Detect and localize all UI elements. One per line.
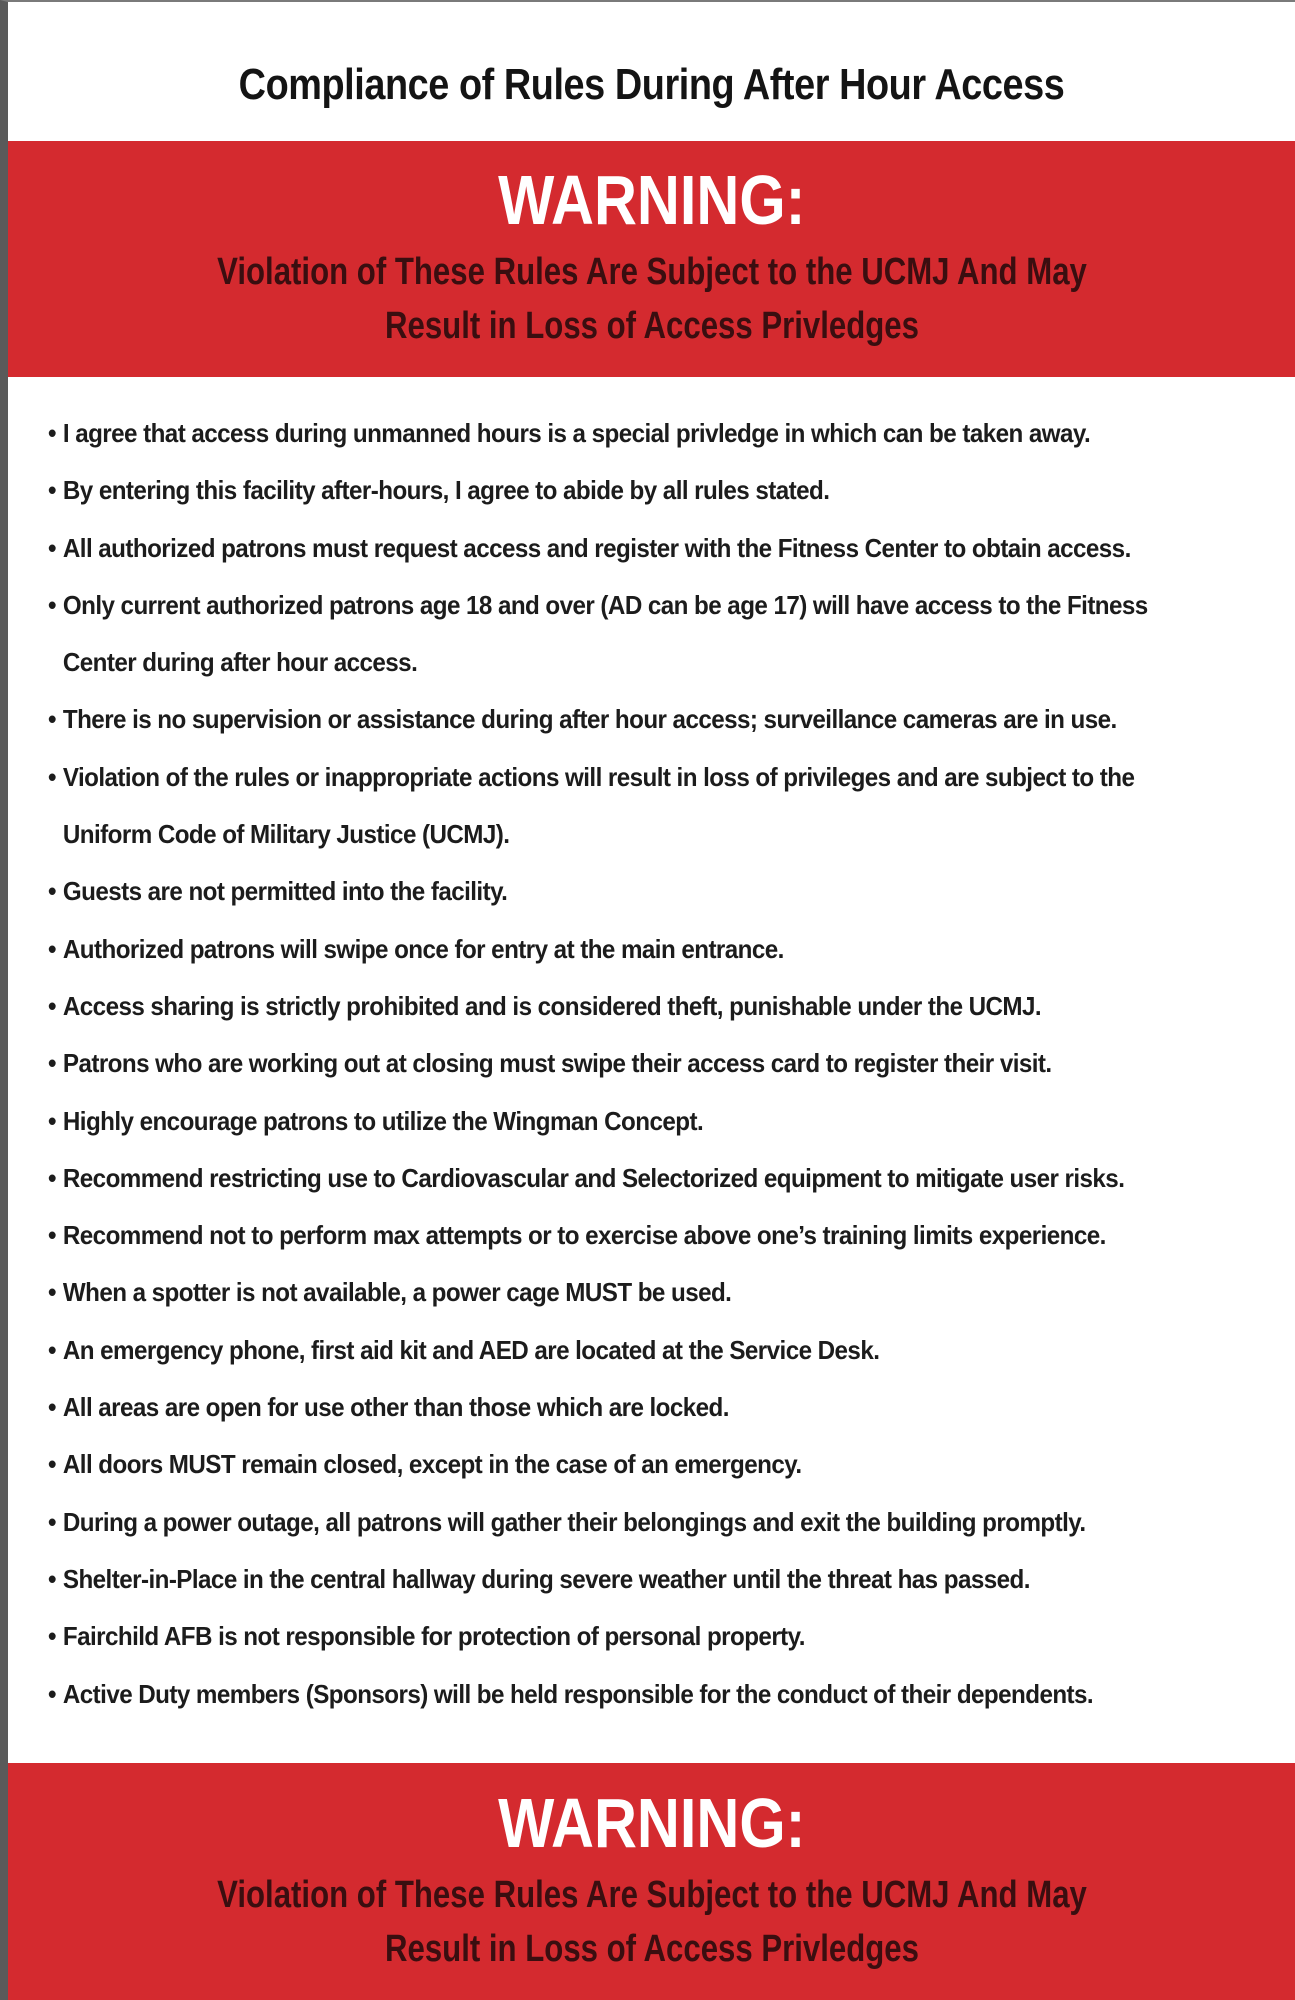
- rule-item: [48, 520, 1248, 577]
- rule-item: [48, 405, 1248, 462]
- warning-line: Violation of These Rules Are Subject to the UCMJ And May: [216, 1873, 1087, 1916]
- warning-line: Result in Loss of Access Privledges: [384, 1927, 919, 1970]
- bullet-icon: •: [48, 1334, 56, 1365]
- bullet-icon: •: [48, 933, 56, 964]
- rule-text: All areas are open for use other than those which are locked.: [62, 1392, 729, 1423]
- rule-text: Fairchild AFB is not responsible for protection of personal property.: [62, 1621, 805, 1652]
- rule-item: [48, 1551, 1248, 1608]
- bullet-icon: •: [48, 532, 56, 563]
- bullet-icon: •: [48, 1392, 56, 1423]
- warning-heading: WARNING:: [497, 1783, 806, 1862]
- bullet-icon: •: [48, 1563, 56, 1594]
- rule-text: When a spotter is not available, a power cage MUST be used.: [62, 1277, 732, 1308]
- rule-item: [48, 921, 1248, 978]
- rule-text: Violation of the rules or inappropriate actions will result in loss of privileges and are subject to the Uniform Code of Military Justice (UCMJ).: [62, 761, 1135, 850]
- rule-item: [48, 462, 1248, 519]
- warning-subtext: [160, 245, 1144, 353]
- warning-line: Result in Loss of Access Privledges: [384, 305, 919, 347]
- bullet-icon: •: [48, 1277, 56, 1308]
- warning-banner-bottom: [8, 1763, 1295, 2000]
- rule-item: [48, 1608, 1248, 1665]
- rule-text: Recommend restricting use to Cardiovascular and Selectorized equipment to mitigate user risks.: [62, 1162, 1125, 1193]
- bullet-icon: •: [48, 418, 56, 448]
- bullet-icon: •: [48, 876, 56, 907]
- rule-text: There is no supervision or assistance during after hour access; surveillance cameras are in use.: [62, 704, 1117, 735]
- rule-item: [48, 749, 1248, 864]
- rule-text: Access sharing is strictly prohibited and is considered theft, punishable under the UCMJ.: [62, 990, 1042, 1021]
- bullet-icon: •: [48, 589, 56, 620]
- rule-item: [48, 978, 1248, 1035]
- warning-banner-top: [8, 141, 1295, 377]
- rules-list: [48, 405, 1248, 1723]
- bullet-icon: •: [48, 761, 56, 792]
- warning-line: Violation of These Rules Are Subject to the UCMJ And May: [216, 251, 1087, 293]
- bullet-icon: •: [48, 1220, 56, 1251]
- rule-text: During a power outage, all patrons will gather their belongings and exit the building promptly.: [62, 1506, 1086, 1537]
- rule-text: By entering this facility after-hours, I agree to abide by all rules stated.: [62, 475, 830, 506]
- rule-text: Recommend not to perform max attempts or to exercise above one’s training limits experience.: [62, 1220, 1106, 1251]
- warning-subtext: [160, 1868, 1144, 1976]
- warning-heading: WARNING:: [497, 161, 806, 239]
- rule-item: [48, 1436, 1248, 1493]
- bullet-icon: •: [48, 1506, 56, 1537]
- rule-item: [48, 863, 1248, 920]
- page-title: Compliance of Rules During After Hour Access: [238, 60, 1065, 109]
- bullet-icon: •: [48, 1449, 56, 1480]
- rule-item: [48, 1035, 1248, 1092]
- rule-text: All doors MUST remain closed, except in the case of an emergency.: [62, 1449, 802, 1480]
- rule-item: [48, 1379, 1248, 1436]
- rule-text: Highly encourage patrons to utilize the Wingman Concept.: [62, 1105, 704, 1136]
- rule-item: [48, 691, 1248, 748]
- rule-item: [48, 1322, 1248, 1379]
- rule-item: [48, 1264, 1248, 1321]
- rule-text: All authorized patrons must request access and register with the Fitness Center to obtain access.: [62, 532, 1131, 563]
- rule-text: Only current authorized patrons age 18 and over (AD can be age 17) will have access to the Fitness Center during after hour access.: [62, 589, 1148, 678]
- bullet-icon: •: [48, 1048, 56, 1079]
- rule-item: [48, 1494, 1248, 1551]
- bullet-icon: •: [48, 1105, 56, 1136]
- bullet-icon: •: [48, 1678, 56, 1709]
- bullet-icon: •: [48, 475, 56, 506]
- bullet-icon: •: [48, 1162, 56, 1193]
- rule-text: Patrons who are working out at closing must swipe their access card to register their visit.: [62, 1048, 1052, 1079]
- rule-text: Active Duty members (Sponsors) will be held responsible for the conduct of their dependents.: [62, 1678, 1094, 1709]
- rule-text: I agree that access during unmanned hours is a special privledge in which can be taken away.: [62, 418, 1091, 448]
- rule-item: [48, 1666, 1248, 1723]
- rule-text: Shelter-in-Place in the central hallway during severe weather until the threat has passed.: [62, 1563, 1030, 1594]
- bullet-icon: •: [48, 990, 56, 1021]
- rule-text: Authorized patrons will swipe once for entry at the main entrance.: [62, 933, 784, 964]
- bullet-icon: •: [48, 704, 56, 735]
- rule-item: [48, 1150, 1248, 1207]
- rule-text: Guests are not permitted into the facility.: [62, 876, 508, 907]
- rule-item: [48, 577, 1248, 692]
- rule-text: An emergency phone, first aid kit and AED are located at the Service Desk.: [62, 1334, 880, 1365]
- bullet-icon: •: [48, 1621, 56, 1652]
- rule-item: [48, 1093, 1248, 1150]
- rule-item: [48, 1207, 1248, 1264]
